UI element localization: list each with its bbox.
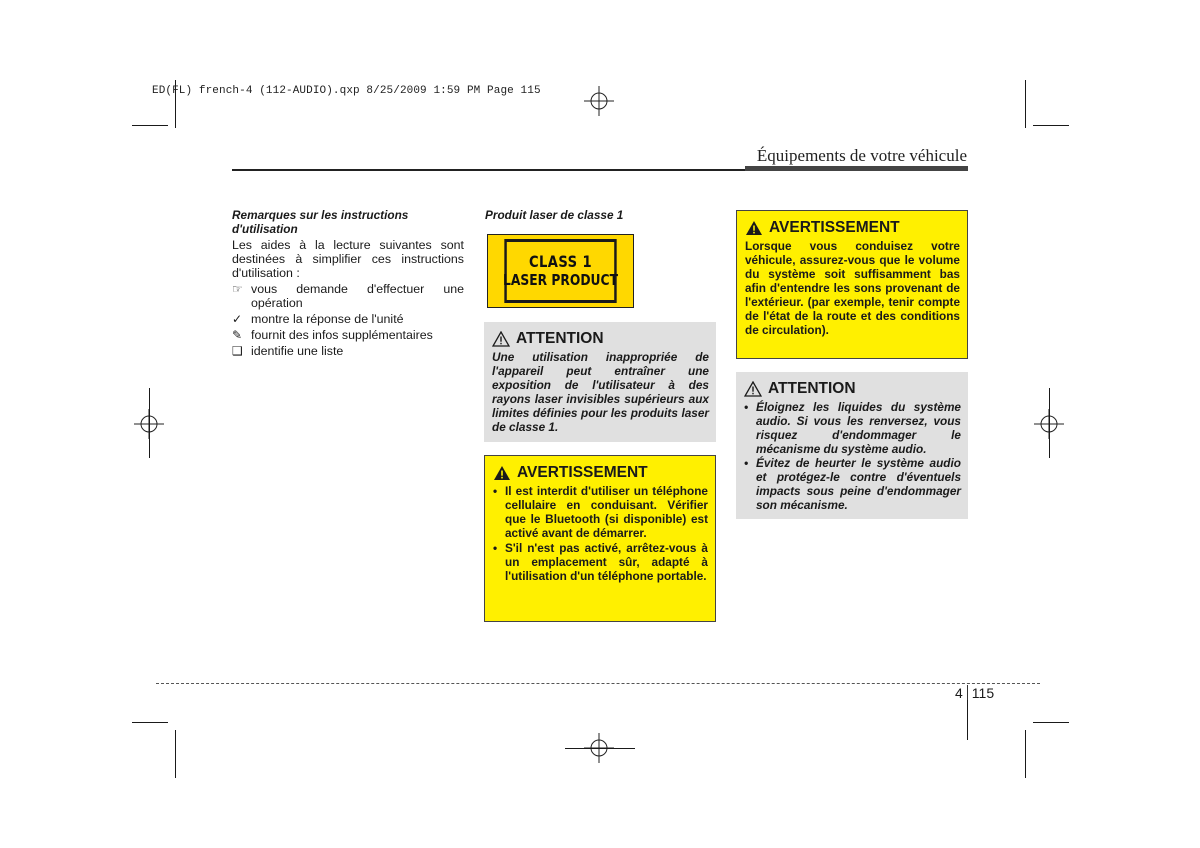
attention-body <box>744 400 961 512</box>
caution-triangle-icon <box>492 331 510 347</box>
attention-title-text: ATTENTION <box>768 380 856 397</box>
bullet-icon: • <box>493 484 498 498</box>
bullet-icon: • <box>493 541 498 555</box>
crop-mark <box>1025 80 1026 128</box>
print-slug: ED(FL) french-4 (112-AUDIO).qxp 8/25/2009 1:59 PM Page 115 <box>152 85 541 97</box>
square-icon: ❑ <box>232 344 243 358</box>
laser-label-inner <box>504 239 616 303</box>
legend-text: fournit des infos supplémentaires <box>251 328 433 342</box>
list-item <box>232 328 464 342</box>
laser-class-label <box>487 234 634 308</box>
column-reading-aids <box>232 208 464 358</box>
attention-title-text: ATTENTION <box>516 330 604 347</box>
laser-label-line: LASER PRODUCT <box>503 271 618 289</box>
crop-mark <box>175 730 176 778</box>
attention-body: Une utilisation inappropriée de l'appareil peut entraîner une exposition de l'utilisateur à des rayons laser invisibles supérieurs aux limites définies pour les produits laser de classe 1. <box>492 350 709 434</box>
attention-box-audio <box>736 372 968 519</box>
laser-section-title: Produit laser de classe 1 <box>485 208 624 222</box>
warning-title <box>493 464 708 482</box>
attention-title <box>492 330 709 348</box>
folio-separator <box>967 685 968 701</box>
hand-pointer-icon: ☞ <box>232 282 243 296</box>
legend-text: vous demande d'effectuer une opération <box>251 282 464 310</box>
list-item <box>232 282 464 310</box>
crop-mark <box>132 722 168 723</box>
crop-mark <box>1025 730 1026 778</box>
pencil-icon: ✎ <box>232 328 243 342</box>
bullet-icon: • <box>744 456 749 470</box>
checkmark-icon: ✓ <box>232 312 243 326</box>
section-title: Équipements de votre véhicule <box>756 146 967 165</box>
legend-text: montre la réponse de l'unité <box>251 312 404 326</box>
crop-mark <box>967 700 968 740</box>
bullet-text: Éloignez les liquides du système audio. Si vous les renversez, vous risquez d'endommager le mécanisme du système audio. <box>756 400 961 456</box>
bullet-text: Évitez de heurter le système audio et protégez-le contre d'éventuels impacts sous peine d'endommager son mécanisme. <box>756 456 961 512</box>
attention-title <box>744 380 961 398</box>
legend-list <box>232 282 464 358</box>
legend-text: identifie une liste <box>251 344 344 358</box>
list-item <box>493 541 708 583</box>
heading-line: Remarques sur les instructions <box>232 208 409 222</box>
crop-mark <box>1033 125 1069 126</box>
header-rule-thick <box>745 166 968 171</box>
crop-mark <box>565 748 635 749</box>
crop-mark <box>149 388 150 458</box>
warning-title-text: AVERTISSEMENT <box>517 464 648 481</box>
page-number-value: 115 <box>971 685 995 701</box>
warning-triangle-icon <box>745 220 763 236</box>
warning-title <box>745 219 960 237</box>
warning-body <box>493 484 708 583</box>
bullet-text: Il est interdit d'utiliser un téléphone cellulaire en conduisant. Vérifier que le Bluetooth (si disponible) est activé avant de démarrer. <box>505 484 708 540</box>
attention-box-laser <box>484 322 716 442</box>
footer-rule <box>156 683 1040 684</box>
warning-box-phone <box>484 455 716 622</box>
intro-paragraph: Les aides à la lecture suivantes sont destinées à simplifier ces instructions d'utilisation : <box>232 238 464 280</box>
warning-body: Lorsque vous conduisez votre véhicule, assurez-vous que le volume du système soit suffisamment bas afin d'entendre les sons provenant de l'extérieur. (par exemple, tenir compte de l'état de la route et des conditions de circulation). <box>745 239 960 337</box>
list-item <box>744 456 961 512</box>
laser-label-line: CLASS 1 <box>528 252 593 271</box>
crop-mark <box>132 125 168 126</box>
page-number <box>955 685 994 701</box>
crop-mark <box>1033 722 1069 723</box>
bullet-text: S'il n'est pas activé, arrêtez-vous à un emplacement sûr, adapté à l'utilisation d'un téléphone portable. <box>505 541 708 583</box>
chapter-number: 4 <box>955 685 963 701</box>
header-rule <box>232 169 745 171</box>
registration-mark-icon <box>584 86 614 116</box>
heading-line: d'utilisation <box>232 222 298 236</box>
list-item <box>232 344 464 358</box>
warning-title-text: AVERTISSEMENT <box>769 219 900 236</box>
bullet-icon: • <box>744 400 749 414</box>
caution-triangle-icon <box>744 381 762 397</box>
crop-mark <box>1049 388 1050 458</box>
list-item <box>493 484 708 540</box>
list-item <box>744 400 961 456</box>
warning-triangle-icon <box>493 465 511 481</box>
list-item <box>232 312 464 326</box>
warning-box-volume <box>736 210 968 359</box>
